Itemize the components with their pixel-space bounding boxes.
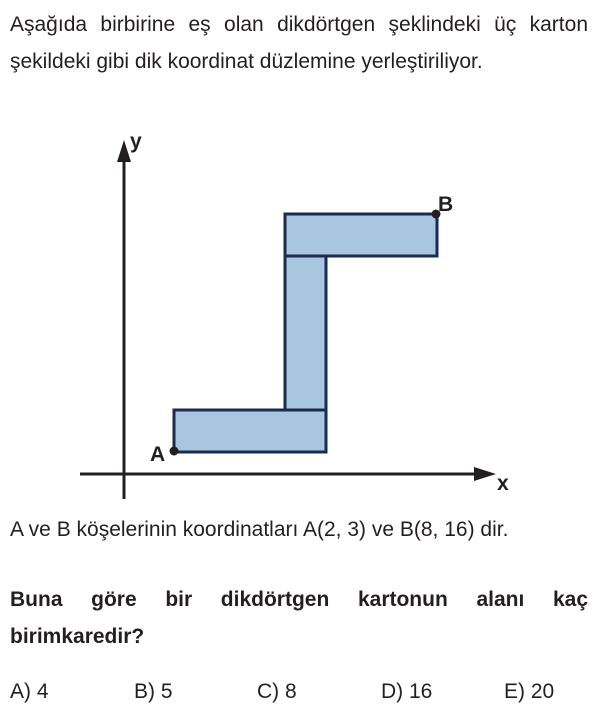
middle-cardboard-rect: [285, 256, 326, 410]
choice-c[interactable]: C) 8: [257, 680, 297, 703]
choice-d[interactable]: D) 16: [381, 680, 433, 703]
point-b-label: B: [438, 193, 454, 216]
choice-b[interactable]: B) 5: [134, 680, 173, 703]
x-axis-label: x: [497, 472, 509, 495]
point-a-label: A: [150, 443, 166, 466]
point-a-dot: [170, 447, 179, 456]
y-axis-label: y: [130, 130, 142, 153]
choice-a[interactable]: A) 4: [10, 680, 49, 703]
problem-intro: Aşağıda birbirine eş olan dikdörtgen şeklindeki üç karton şekildeki gibi dik koordinat düzlemine yerleştiriliyor.: [10, 13, 588, 73]
bottom-cardboard-rect: [174, 410, 326, 452]
question-text: Buna göre bir dikdörtgen kartonun alanı kaç birimkaredir?: [10, 588, 588, 648]
answer-choices: [0, 677, 599, 709]
top-cardboard-rect: [285, 214, 437, 256]
y-axis-arrow: [117, 140, 131, 162]
coordinates-statement: A ve B köşelerinin koordinatları A(2, 3) ve B(8, 16) dir.: [10, 518, 509, 541]
choice-e[interactable]: E) 20: [504, 680, 555, 703]
x-axis-arrow: [474, 467, 496, 481]
